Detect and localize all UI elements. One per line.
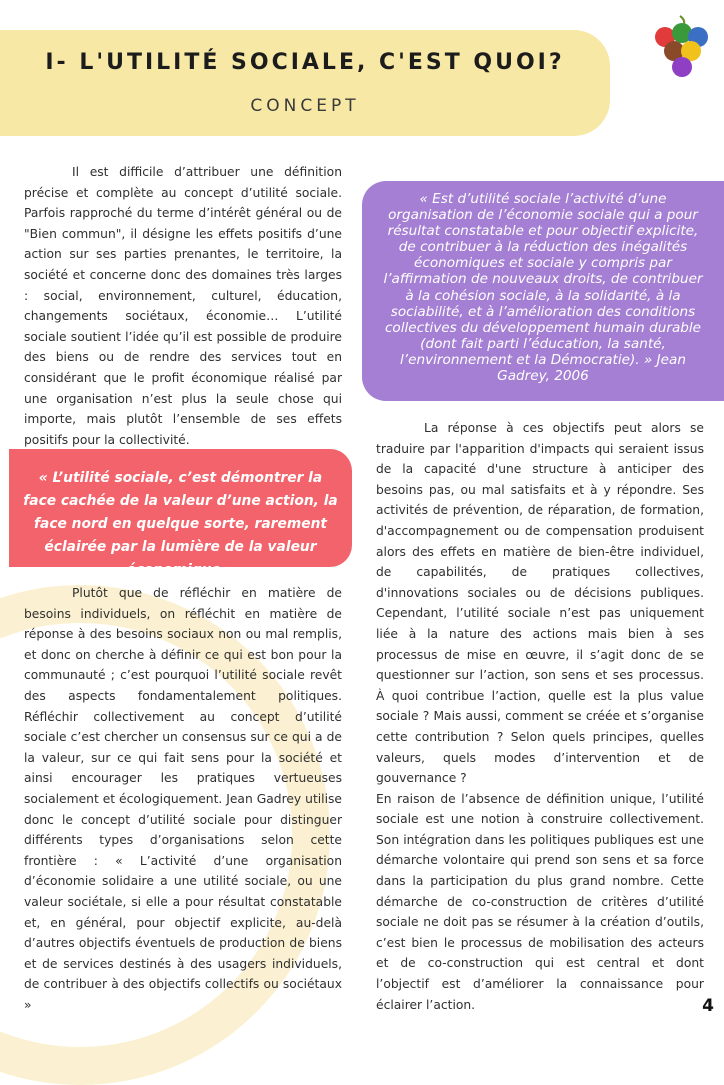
left-paragraph-2: Plutôt que de réfléchir en matière de besoins individuels, on réfléchit en matière de réponse à des besoins sociaux non ou mal remplis, et donc on cherche à définir ce qui est bon pour la communauté ; c’est pourquoi l’utilité sociale revêt des aspects fondamentalement politiques. Réfléchir collectivement au concept d’utilité sociale c’est chercher un consensus sur ce qui a de la valeur, sur ce qui fait sens pour la société et ainsi encourager les pratiques vertueuses socialement et écologiquement. Jean Gadrey utilise donc le concept d’utilité sociale pour distinguer différents types d’organisations selon cette frontière : « L’activité d’une organisation d’économie solidaire a une utilité sociale, ou une valeur sociétale, si elle a pour résultat constatable et, en général, pour objectif explicite, au-delà d’autres objectifs éventuels de production de biens et de services destinés à des usagers individuels, de contribuer à des objectifs collectifs ou sociétaux » [24, 586, 342, 1012]
header-band [0, 30, 610, 136]
page-subtitle: CONCEPT [250, 96, 360, 116]
definition-quote-text: « Est d’utilité sociale l’activité d’une organisation de l’économie sociale qui a pour résultat constatable et pour objectif explicite, de contribuer à la réduction des inégalités économiques et sociale y compris par l’affirmation de nouveaux droits, de contribuer à la cohésion sociale, à la solidarité, à la sociabilité, et à l’amélioration des conditions collectives du développement humain durable (dont fait parti l’éducation, la santé, l’environnement et la Démocratie). » Jean Gadrey, 2006 [383, 191, 703, 385]
left-body-text [24, 583, 342, 1015]
left-paragraph-1: Il est difficile d’attribuer une définition précise et complète au concept d’utilité sociale. Parfois rapproché du terme d’intérêt général ou de "Bien commun", il désigne les effets positifs d’une action sur ses parties prenantes, le territoire, la société et concerne donc des domaines très larges : social, environnement, culturel, éducation, changements sociétaux, économie… L’utilité sociale soutient l’idée qu’il est possible de produire des biens ou de rendre des services tout en considérant que le profit économique réalisé par une organisation n’est plus la seule chose qui importe, mais plutôt l’ensemble de ses effets positifs pour la collectivité. [24, 165, 342, 447]
definition-quote-purple [362, 181, 724, 401]
highlight-quote-red-text: « L’utilité sociale, c’est démontrer la face cachée de la valeur d’une action, la face nord en quelque sorte, rarement éclairée par la lumière de la valeur économique » [23, 470, 338, 578]
page-number: 4 [702, 996, 714, 1016]
right-paragraph-2: En raison de l’absence de définition unique, l’utilité sociale est une notion à construire collectivement. Son intégration dans les politiques publiques est une démarche volontaire qui prend son sens et sa force dans la participation du plus grand nombre. Cette démarche de co-construction de critères d’utilité sociale ne doit pas se résumer à la création d’outils, c’est bien le processus de mobilisation des acteurs et de co-construction qui est central et dont l’objectif est d’améliorer la connaissance pour éclairer l’action. [376, 791, 704, 1012]
page-title: I- L'UTILITÉ SOCIALE, C'EST QUOI? [45, 50, 565, 75]
right-paragraph-1: La réponse à ces objectifs peut alors se traduire par l'apparition d'impacts qui seraient issus de la capacité d'une structure à anticiper des besoins pas, ou mal satisfaits et à y répondre. Ses activités de prévention, de réparation, de formation, d'accompagnement ou de compensation produisent alors des effets en matière de bien-être individuel, de capabilités, de pratiques collectives, d'innovations sociales ou de décisions publiques. Cependant, l’utilité sociale n’est pas uniquement liée à la nature des actions mais bien à ses processus de mise en œuvre, il s’agit donc de se questionner sur l’action, son sens et ses processus. À quoi contribue l’action, quelle est la plus value sociale ? Mais aussi, comment se créée et s’organise cette contribution ? Selon quels principes, quelles valeurs, quels modes d’intervention et de gouvernance ? [376, 421, 704, 786]
right-body-text [376, 418, 704, 1015]
highlight-quote-red [9, 449, 352, 578]
grapes-logo-icon [652, 14, 710, 80]
left-intro-text [24, 162, 342, 450]
